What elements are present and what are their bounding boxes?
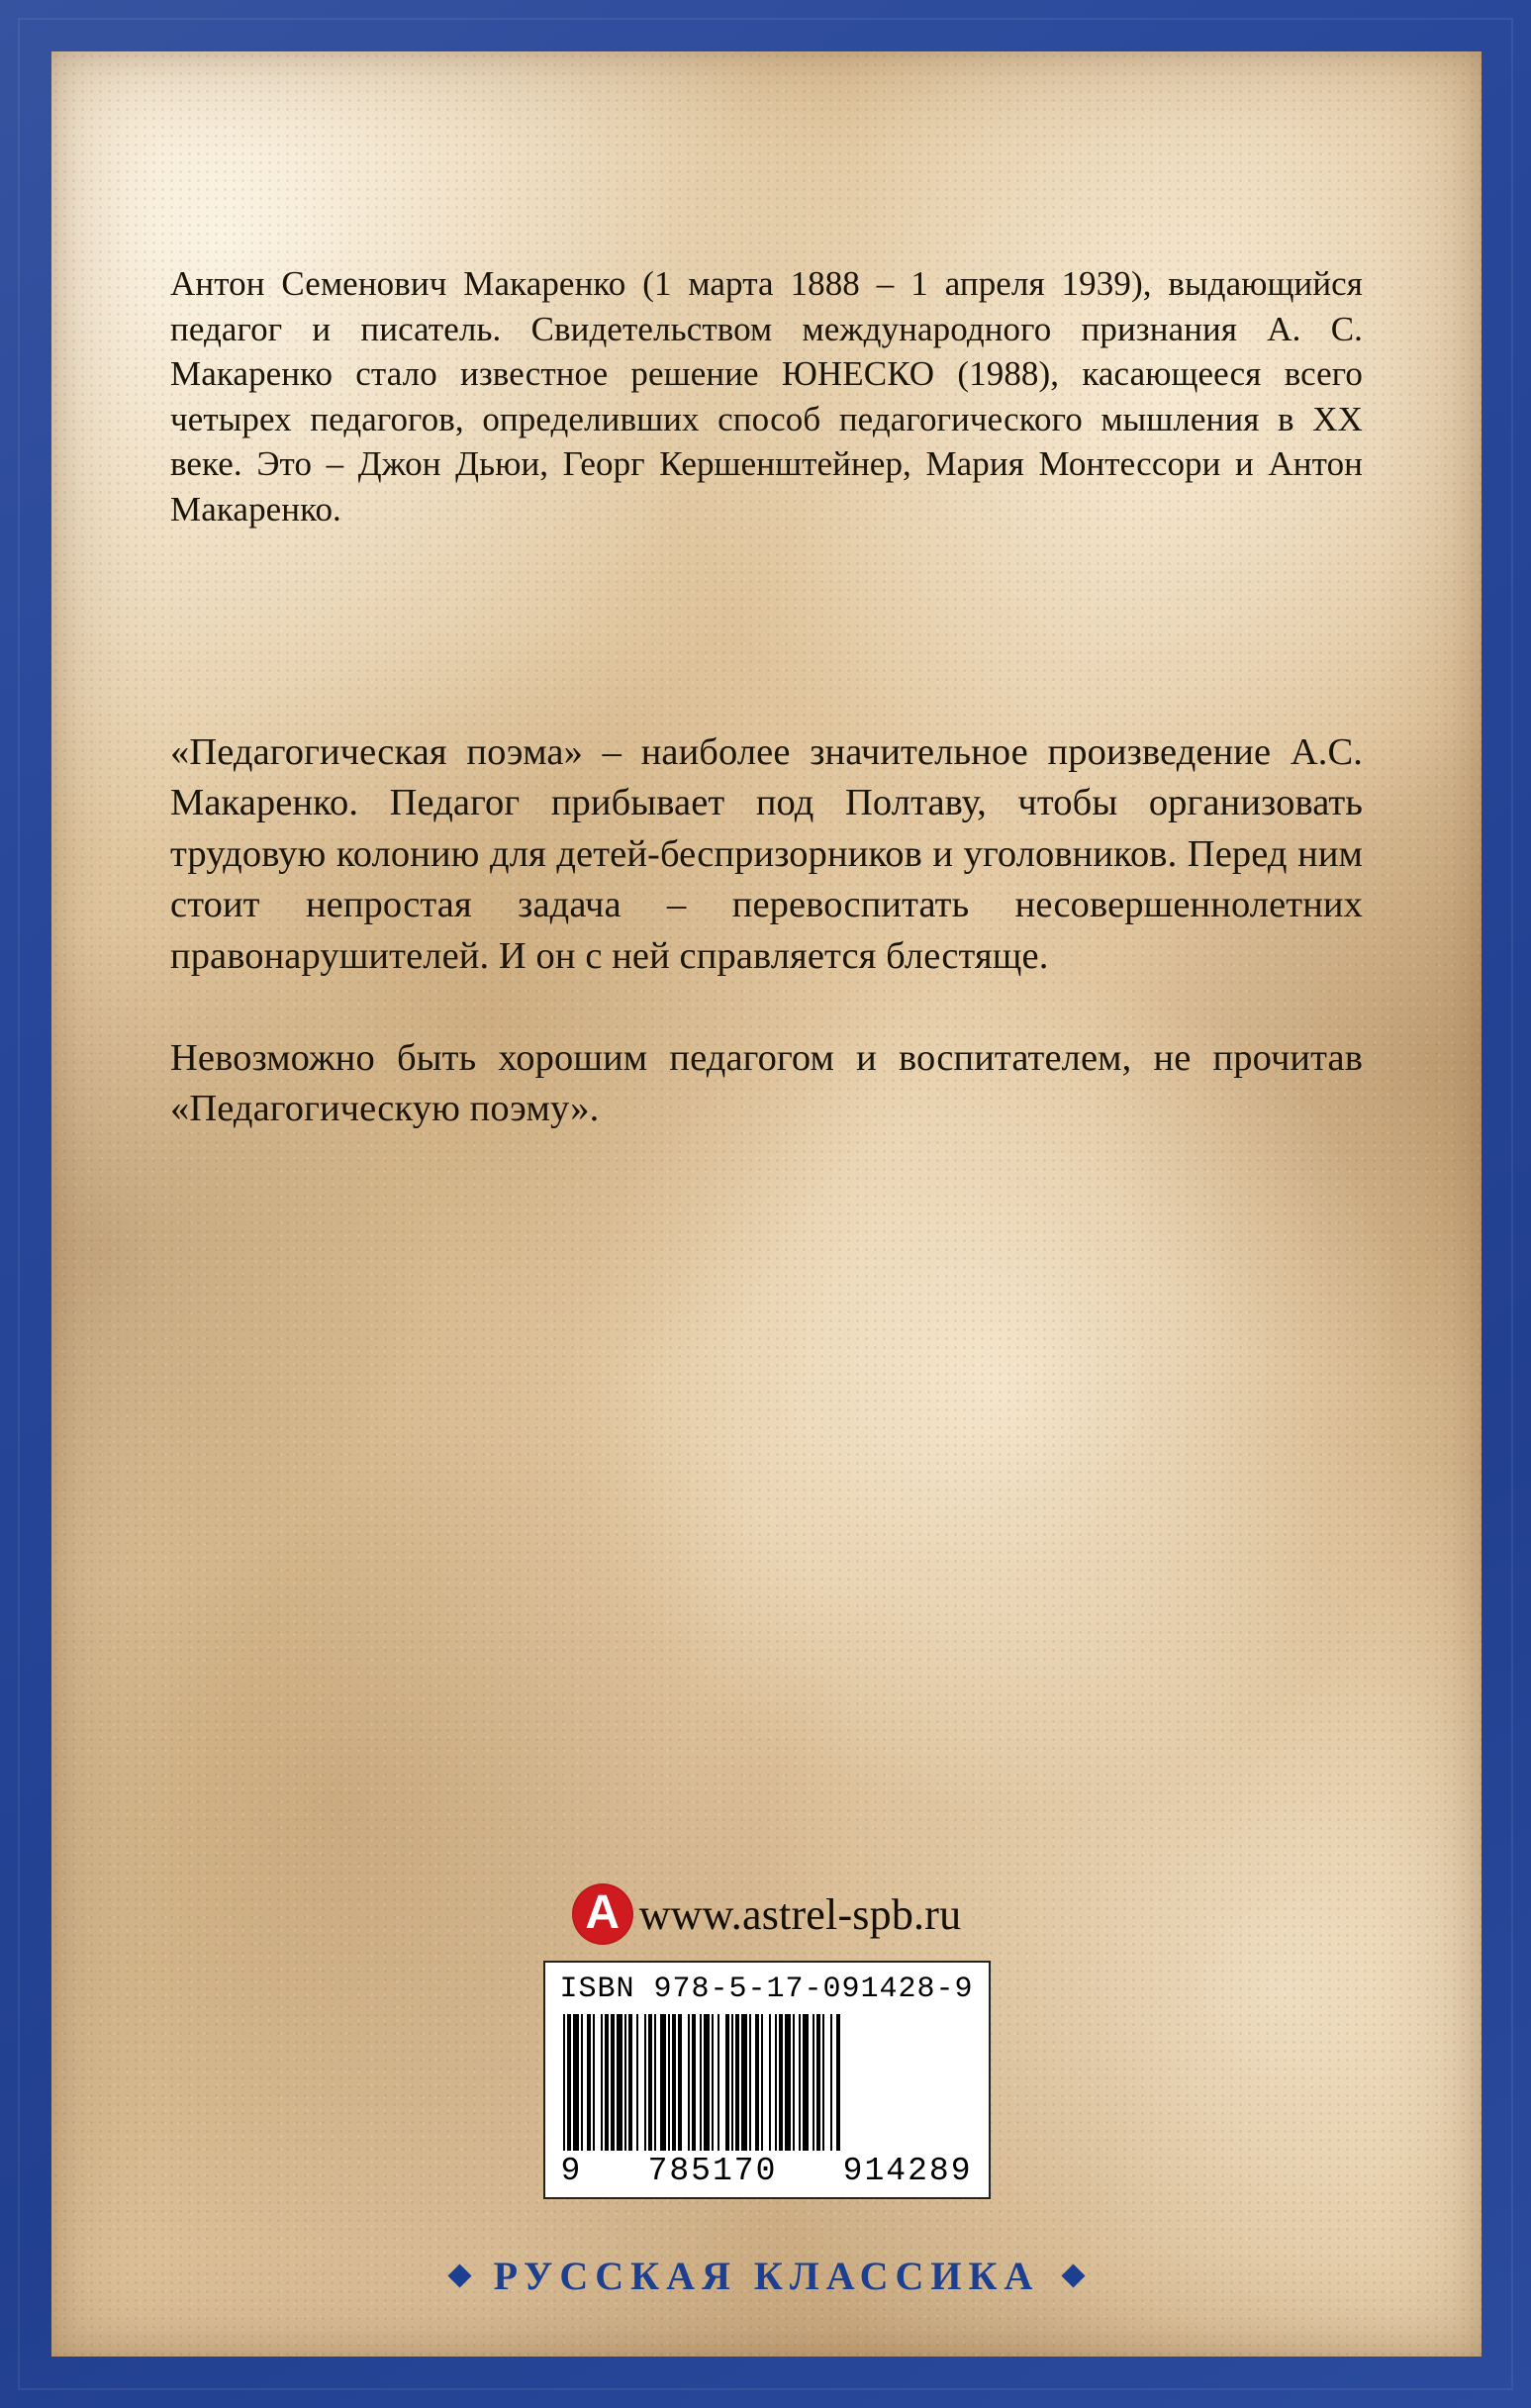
series-name: РУССКАЯ КЛАССИКА	[493, 2254, 1040, 2298]
barcode-digit-group-2: 914289	[842, 2153, 973, 2189]
series-line	[170, 2253, 1363, 2299]
barcode-digits	[557, 2151, 977, 2189]
spacer-large	[170, 531, 1363, 727]
book-description-paragraph: «Педагогическая поэма» – наиболее значительное произведение А.С. Макаренко. Педагог прибывает под Полтаву, чтобы организовать трудовую колонию для детей-беспризорников и уголовников. Перед ним стоит непростая задача – перевоспитать несовершеннолетних правонарушителей. И он с ней справляется блестяще.	[170, 731, 1363, 977]
spacer-medium	[170, 982, 1363, 1033]
publisher-website[interactable]: www.astrel-spb.ru	[638, 1889, 962, 1939]
barcode-digit-left: 9	[560, 2153, 583, 2189]
diamond-right-icon	[1062, 2264, 1086, 2287]
diamond-left-icon	[447, 2264, 471, 2287]
barcode-digit-group-1: 785170	[647, 2153, 778, 2189]
closing-note-paragraph: Невозможно быть хорошим педагогом и воспитателем, не прочитав «Педагогическую поэму».	[170, 1036, 1363, 1130]
barcode-block	[543, 1961, 991, 2199]
publisher-logo-letter: А	[585, 1885, 621, 1939]
author-bio-paragraph: Антон Семенович Макаренко (1 марта 1888 – 1 апреля 1939), выдающийся педагог и писатель. Свидетельством международного признания А. С. Макаренко стало известное решение ЮНЕСКО (1988), касающееся всего четырех педагогов, определивших способ педагогического мышления в XX веке. Это – Джон Дьюи, Георг Кершенштейнер, Мария Монтессори и Антон Макаренко.	[170, 264, 1363, 529]
paper-panel	[51, 51, 1482, 2357]
publisher-logo-icon	[572, 1883, 633, 1945]
cover-content	[170, 51, 1363, 2357]
publisher-line	[170, 1883, 1363, 1949]
isbn-label: ISBN 978-5-17-091428-9	[559, 1973, 974, 2006]
barcode-bars	[557, 2014, 977, 2151]
